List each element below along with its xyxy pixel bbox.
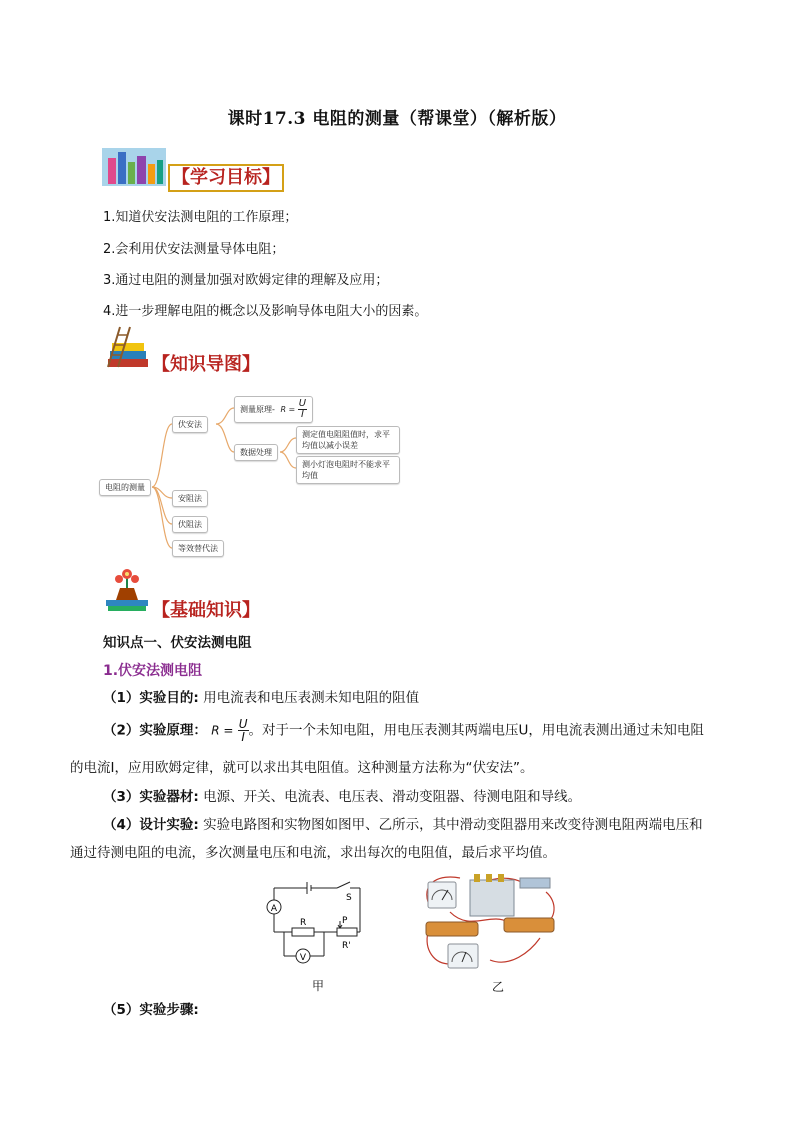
mind-map-data-processing: 数据处理 [234, 444, 278, 461]
steps-label: （5）实验步骤: [103, 1002, 199, 1018]
mind-map-voltammetry: 伏安法 [172, 416, 208, 433]
formula-numerator: U [238, 717, 248, 731]
purpose-line [103, 688, 419, 708]
basics-section-icon [102, 566, 152, 618]
basics-heading: 【基础知识】 [152, 600, 260, 621]
mind-map-note-lamp [296, 456, 400, 484]
note-lamp-line1: 测小灯泡电阻时不能求平 [302, 460, 390, 469]
mind-map-equivalent-method: 等效替代法 [172, 540, 224, 557]
objective-item: 3.通过电阻的测量加强对欧姆定律的理解及应用； [103, 273, 389, 288]
formula-denominator: I [241, 730, 245, 744]
slider-label: P [342, 916, 348, 926]
knowledge-map-heading: 【知识导图】 [152, 354, 260, 375]
purpose-label: （1）实验目的: [103, 690, 199, 706]
mind-map-voltmeter-method: 伏阻法 [172, 516, 208, 533]
principle-fraction [238, 718, 249, 743]
principle-formula-lhs: R = [280, 405, 296, 414]
objectives-heading: 【学习目标】 [168, 164, 284, 192]
principle-line [103, 718, 704, 743]
principle-formula-lhs: R = [211, 723, 234, 738]
objective-item: 2.会利用伏安法测量导体电阻； [103, 242, 285, 257]
principle-fraction [298, 399, 307, 420]
note-fixed-line2: 均值以减小误差 [302, 441, 358, 450]
mind-map-note-fixed [296, 426, 400, 454]
mind-map-root: 电阻的测量 [99, 479, 151, 496]
resistor-label: R [300, 918, 307, 928]
apparatus-illustration [420, 872, 560, 976]
note-fixed-line1: 测定值电阻阻值时，求平 [302, 430, 390, 439]
design-label: （4）设计实验: [103, 817, 199, 833]
page-title: 课时17.3 电阻的测量（帮课堂）（解析版） [227, 109, 567, 129]
equipment-line [103, 787, 581, 807]
formula-numerator: U [298, 398, 307, 409]
mind-map-principle [234, 396, 313, 423]
principle-text-b: 的电流I，应用欧姆定律，就可以求出其电阻值。这种测量方法称为“伏安法”。 [70, 760, 534, 776]
voltmeter-label: V [299, 953, 307, 963]
switch-label: S [346, 893, 352, 903]
circuit-diagram [262, 876, 372, 972]
objectives-section-icon [102, 148, 166, 190]
caption-b: 乙 [492, 980, 505, 994]
knowledge-point-heading: 知识点一、伏安法测电阻 [103, 635, 252, 651]
mind-map [96, 390, 406, 560]
rheostat-label: R' [342, 941, 351, 951]
objective-item: 1.知道伏安法测电阻的工作原理； [103, 210, 298, 225]
design-text-b: 通过待测电阻的电流，多次测量电压和电流，求出每次的电阻值，最后求平均值。 [70, 845, 556, 861]
knowledge-map-section-icon [102, 325, 152, 377]
principle-text-a: 。对于一个未知电阻，用电压表测其两端电压U，用电流表测出通过未知电阻 [248, 722, 704, 739]
mind-map-ammeter-method: 安阻法 [172, 490, 208, 507]
design-line [103, 815, 703, 835]
principle-label: 测量原理- [240, 405, 275, 414]
equipment-text: 电源、开关、电流表、电压表、滑动变阻器、待测电阻和导线。 [203, 789, 582, 805]
formula-denominator: I [300, 409, 304, 420]
purpose-text: 用电流表和电压表测未知电阻的阻值 [203, 690, 420, 706]
design-text-a: 实验电路图和实物图如图甲、乙所示，其中滑动变阻器用来改变待测电阻两端电压和 [203, 817, 703, 833]
caption-a: 甲 [312, 979, 325, 993]
ammeter-label: A [270, 904, 278, 914]
sub-heading: 1.伏安法测电阻 [103, 663, 203, 679]
note-lamp-line2: 均值 [302, 471, 318, 480]
objective-item: 4.进一步理解电阻的概念以及影响导体电阻大小的因素。 [103, 304, 428, 319]
equipment-label: （3）实验器材: [103, 789, 199, 805]
principle-label: （2）实验原理： [103, 722, 207, 739]
